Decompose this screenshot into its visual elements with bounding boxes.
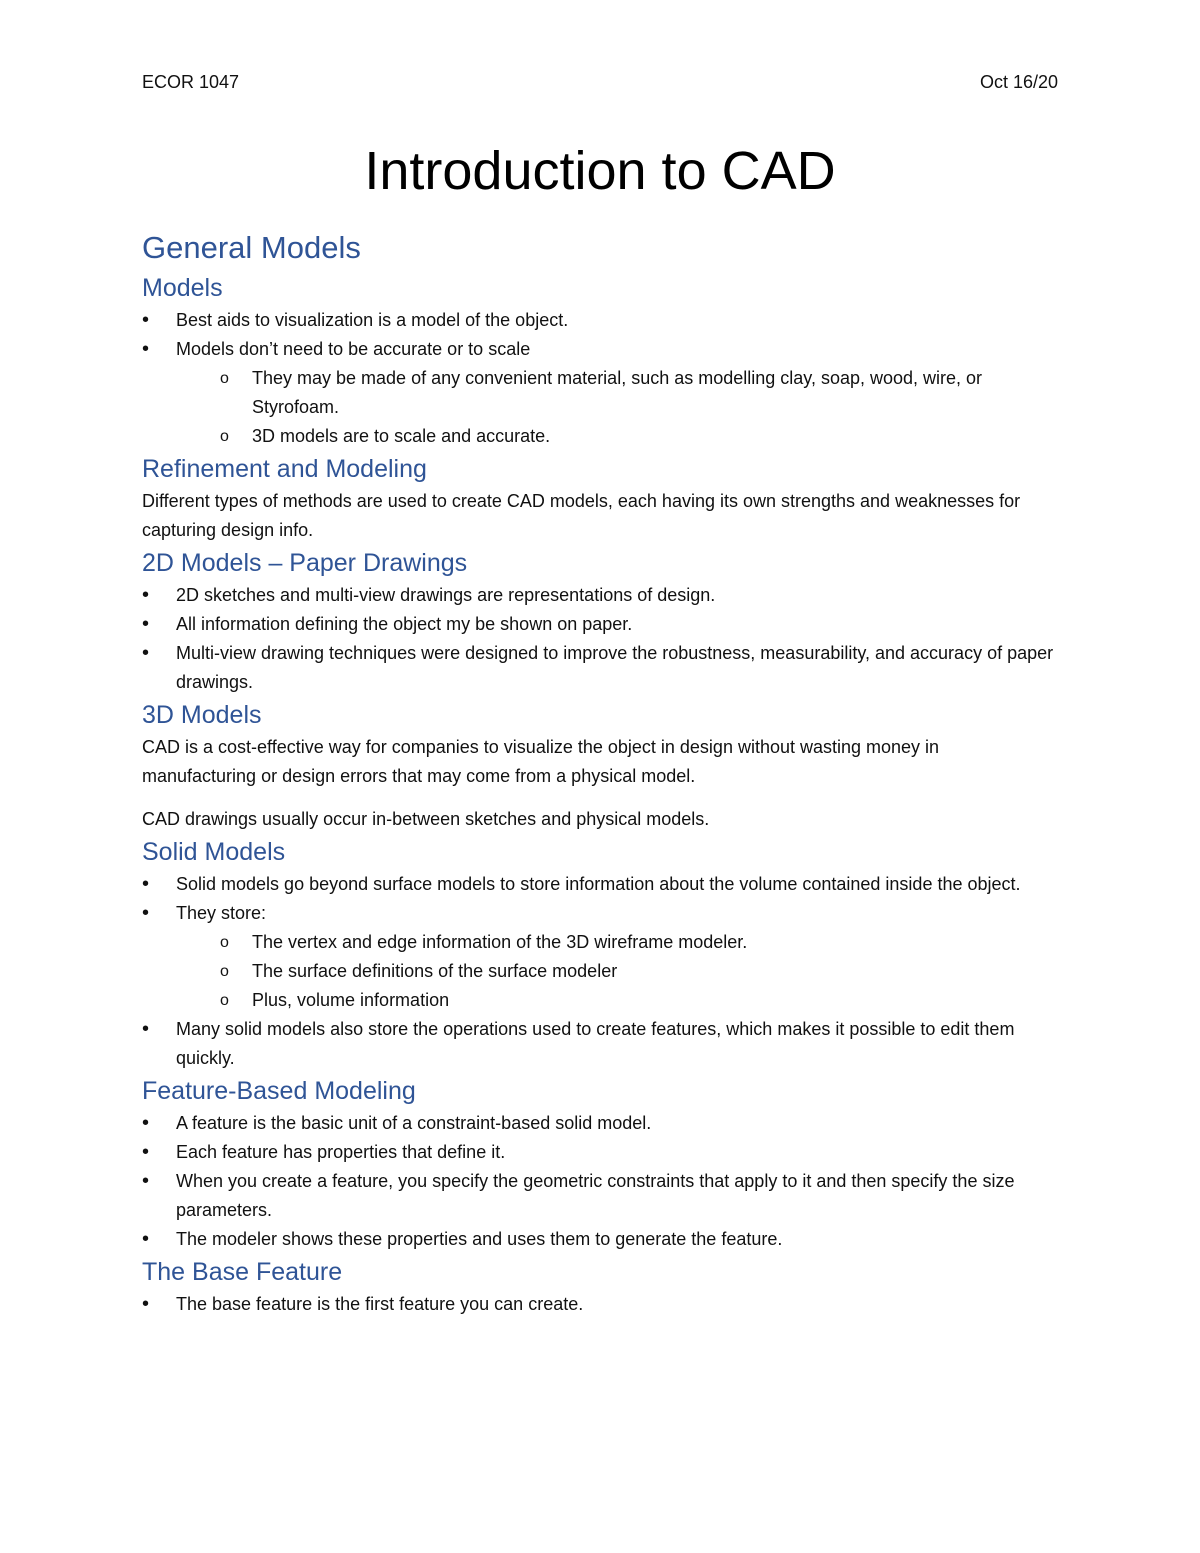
heading-feature-based: Feature-Based Modeling [142, 1077, 416, 1105]
list-item: • 2D sketches and multi-view drawings are representations of design. [142, 581, 1058, 610]
feature-list [142, 1109, 1058, 1254]
header-course: ECOR 1047 [142, 72, 240, 92]
list-item: • Best aids to visualization is a model of the object. [142, 306, 1058, 335]
heading-base-feature: The Base Feature [142, 1258, 343, 1286]
sub-list-item: o 3D models are to scale and accurate. [176, 422, 1058, 451]
sub-list-item: o Plus, volume information [176, 986, 1058, 1015]
document-title: Introduction to CAD [364, 141, 836, 201]
list-item-text: Models don’t need to be accurate or to scale [176, 339, 531, 359]
header-date: Oct 16/20 [979, 72, 1058, 92]
models-sublist [176, 364, 1058, 451]
heading-refinement: Refinement and Modeling [142, 455, 427, 483]
document-body [142, 226, 1058, 1319]
sub-list-item: o The surface definitions of the surface modeler [176, 957, 1058, 986]
heading-models: Models [142, 274, 223, 302]
list-item: • Multi-view drawing techniques were designed to improve the robustness, measurability, and accuracy of paper drawings. [142, 639, 1058, 697]
list-item: • The base feature is the first feature you can create. [142, 1290, 1058, 1319]
list-item-text: They store: [176, 903, 267, 923]
refinement-paragraph: Different types of methods are used to create CAD models, each having its own strengths and weaknesses for capturing design info. [142, 491, 1021, 540]
list-item: • When you create a feature, you specify the geometric constraints that apply to it and then specify the size parameters. [142, 1167, 1058, 1225]
heading-2d-models: 2D Models – Paper Drawings [142, 549, 468, 577]
sub-list-item: o The vertex and edge information of the 3D wireframe modeler. [176, 928, 1058, 957]
list-item [142, 899, 1058, 1015]
list-item: • Solid models go beyond surface models to store information about the volume contained inside the object. [142, 870, 1058, 899]
list-item: • Each feature has properties that define it. [142, 1138, 1058, 1167]
heading-3d-models: 3D Models [142, 701, 262, 729]
list-item: • Many solid models also store the operations used to create features, which makes it possible to edit them quickly. [142, 1015, 1058, 1073]
base-list [142, 1290, 1058, 1319]
list-item [142, 335, 1058, 451]
list-item: • A feature is the basic unit of a constraint-based solid model. [142, 1109, 1058, 1138]
models2d-list [142, 581, 1058, 697]
models-list [142, 306, 1058, 451]
section-heading-general-models: General Models [142, 230, 361, 265]
solid-list [142, 870, 1058, 1073]
models3d-paragraph-1: CAD is a cost-effective way for companies to visualize the object in design without wasting money in manufacturing or design errors that may come from a physical model. [142, 737, 940, 786]
solid-sublist [176, 928, 1058, 1015]
list-item: • All information defining the object my be shown on paper. [142, 610, 1058, 639]
heading-solid-models: Solid Models [142, 838, 286, 866]
models3d-paragraph-2: CAD drawings usually occur in-between sketches and physical models. [142, 809, 710, 829]
sub-list-item: o They may be made of any convenient material, such as modelling clay, soap, wood, wire, or Styrofoam. [176, 364, 1058, 422]
list-item: • The modeler shows these properties and uses them to generate the feature. [142, 1225, 1058, 1254]
